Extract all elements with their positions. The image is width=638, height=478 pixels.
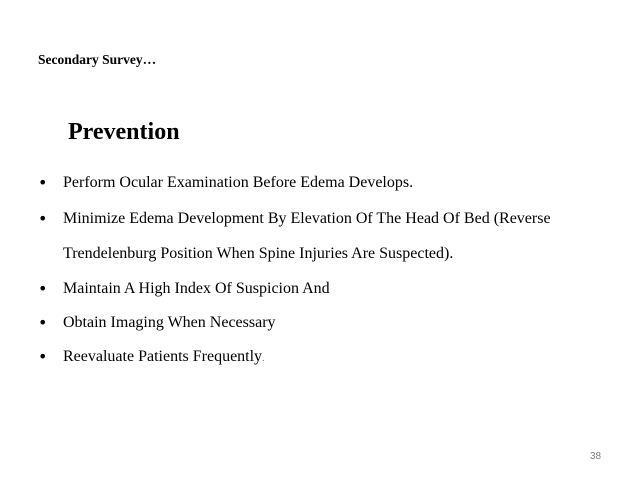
bullet-dot-icon: •: [38, 313, 48, 332]
bullet-trailing-period: .: [262, 353, 265, 363]
bullet-text: [63, 341, 618, 374]
bullet-dot-icon: •: [38, 347, 48, 366]
bullet-item: [38, 341, 618, 374]
page-number: 38: [590, 451, 602, 462]
bullet-item: [38, 273, 618, 305]
bullet-dot-icon: •: [38, 279, 48, 298]
bullet-list: [38, 167, 618, 376]
bullet-main-text: Reevaluate Patients Frequently: [63, 348, 263, 365]
bullet-item: [38, 167, 618, 199]
bullet-dot-icon: •: [38, 209, 48, 228]
slide-title: Secondary Survey…: [38, 52, 157, 67]
bullet-text: Obtain Imaging When Necessary: [63, 314, 276, 331]
bullet-text: Perform Ocular Examination Before Edema Develops.: [63, 174, 414, 191]
bullet-item: [38, 201, 618, 271]
section-heading: Prevention: [68, 119, 180, 145]
bullet-item: [38, 307, 618, 339]
bullet-dot-icon: •: [38, 173, 48, 192]
bullet-text: Maintain A High Index Of Suspicion And: [63, 280, 330, 297]
bullet-text: Minimize Edema Development By Elevation Of The Head Of Bed (Reverse Trendelenburg Position When Spine Injuries Are Suspected).: [63, 210, 551, 262]
